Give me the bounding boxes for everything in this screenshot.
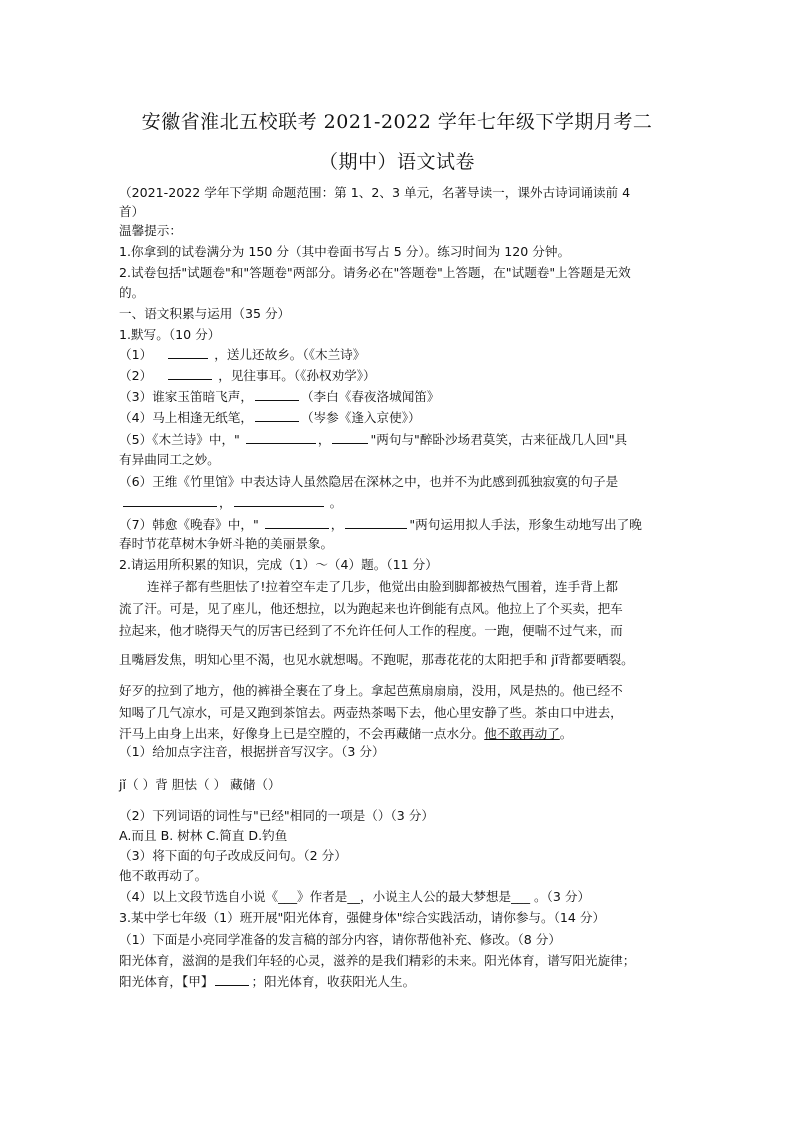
q1-item-5-comma: ， (317, 432, 331, 447)
tips-item-2-line1: 2.试卷包括"试题卷"和"答题卷"两部分。请务必在"答题卷"上答题，在"试题卷"上答题是无效 (119, 265, 631, 280)
exam-title-line1: 安徽省淮北五校联考 2021-2022 学年七年级下学期月考二 (141, 111, 653, 133)
q1-item-5-suffix: "两句与"醉卧沙场君莫笑，古来征战几人回"具 (370, 432, 628, 447)
q1-item-1-text: ，送儿还故乡。（《木兰诗》 (214, 347, 366, 362)
passage-line-7 (119, 724, 689, 744)
passage-line-7-text: 汗马上由身上出来，好像身上已是空膛的，不会再藏储一点水分。 (119, 726, 485, 741)
q3-heading: 3.某中学七年级（1）班开展"阳光体育，强健身体"综合实践活动，请你参与。（14 分） (119, 910, 606, 925)
q1-item-7-line1 (119, 515, 689, 535)
q3-sub-1: （1）下面是小亮同学准备的发言稿的部分内容，请你帮他补充、修改。（8 分） (119, 932, 561, 947)
q1-item-4-text: （4）马上相逢无纸笔， (119, 410, 253, 425)
passage-line-2: 流了汗。可是，见了座儿，他还想拉，以为跑起来也许倒能有点风。他拉上了个买卖，把车 (119, 601, 623, 616)
q2-sub-4: （4）以上文段节选自小说《___》作者是__，小说主人公的最大梦想是___ 。（3 分） (119, 889, 591, 904)
q1-item-7-line2: 春时节花草树木争妍斗艳的美丽景象。 (119, 536, 334, 551)
q1-item-2-number: （2） (119, 368, 153, 383)
q1-item-5-line1 (119, 430, 689, 450)
q1-item-6-line2 (119, 493, 689, 513)
q1-item-5-prefix: （5）《木兰诗》中，" (119, 432, 240, 447)
q1-item-2-text: ，见往事耳。（《孙权劝学》） (218, 368, 376, 383)
q2-pinyin-items: jǐ（ ）背 胆怯（ ） 藏储（） (119, 777, 281, 792)
q2-sub-2: （2）下列词语的词性与"已经"相同的一项是（）（3 分） (119, 808, 434, 823)
q1-item-6-comma: ， (219, 495, 232, 510)
q1-item-1-blank (168, 345, 208, 359)
q1-item-2-blank (168, 366, 212, 380)
q1-item-7-blank-2 (345, 515, 407, 529)
passage-line-7-end: 。 (559, 726, 573, 741)
q1-item-1-number: （1） (119, 347, 153, 362)
q3-speech-prefix: 阳光体育，【甲】 (119, 974, 214, 989)
q3-speech-blank (215, 972, 249, 986)
q1-item-7-comma: ， (330, 517, 344, 532)
q1-item-5-line2: 有异曲同工之妙。 (119, 452, 220, 467)
passage-line-1: 连祥子都有些胆怯了!拉着空车走了几步，他觉出由脸到脚都被热气围着，连手背上都 (147, 579, 619, 594)
q1-item-6-period: 。 (329, 495, 343, 510)
q2-options: A.而且 B. 树林 C.简直 D.钓鱼 (119, 828, 288, 843)
q2-heading: 2.请运用所积累的知识，完成（1）～（4）题。（11 分） (119, 557, 438, 572)
q3-speech-line2 (119, 972, 689, 992)
q2-sentence: 他不敢再动了。 (119, 868, 208, 883)
q1-item-2 (119, 366, 689, 386)
q1-item-5-blank-1 (246, 430, 316, 444)
q1-item-4-blank (255, 408, 299, 422)
q1-item-3-text: （3）谁家玉笛暗飞声， (119, 389, 253, 404)
q1-item-4-source: （岑参《逢入京使》） (300, 410, 421, 425)
section-1-heading: 一、语文积累与运用（35 分） (119, 306, 291, 321)
tips-item-1: 1.你拿到的试卷满分为 150 分（其中卷面书写占 5 分）。练习时间为 120 分钟。 (119, 244, 571, 259)
q1-item-6-blank-1 (123, 493, 217, 507)
q1-item-3-blank (255, 387, 299, 401)
q1-item-1 (119, 345, 689, 365)
q1-item-7-blank-1 (265, 515, 329, 529)
q1-item-3-source: （李白《春夜洛城闻笛》 (300, 389, 440, 404)
passage-line-6: 知喝了几气凉水，可是又跑到茶馆去。两壶热茶喝下去，他心里安静了些。茶由口中进去， (119, 705, 623, 720)
exam-title-line2: （期中）语文试卷 (318, 151, 475, 173)
q2-sub-1: （1）给加点字注音，根据拼音写汉字。（3 分） (119, 744, 385, 759)
passage-line-4: 且嘴唇发焦，明知心里不渴，也见水就想喝。不跑呢，那毒花花的太阳把手和 jǐ背都要晒裂。 (119, 652, 634, 667)
q1-item-3 (119, 387, 689, 407)
q1-item-6-blank-2 (234, 493, 324, 507)
q1-item-5-blank-2 (332, 430, 368, 444)
tips-heading: 温馨提示： (119, 223, 182, 238)
q3-speech-line1: 阳光体育，滋润的是我们年轻的心灵，滋养的是我们精彩的未来。阳光体育，谱写阳光旋律； (119, 953, 636, 968)
passage-line-5: 好歹的拉到了地方，他的裤褂全裹在了身上。拿起芭蕉扇扇扇，没用，风是热的。他已经不 (119, 683, 623, 698)
q1-item-6-line1: （6）王维《竹里馆》中表达诗人虽然隐居在深林之中，也并不为此感到孤独寂寞的句子是 (119, 474, 619, 489)
q1-item-4 (119, 408, 689, 428)
q2-sub-3: （3）将下面的句子改成反问句。（2 分） (119, 848, 347, 863)
q3-speech-suffix: ；阳光体育，收获阳光人生。 (251, 974, 416, 989)
tips-item-2-line2: 的。 (119, 285, 145, 300)
passage-line-3: 拉起来，他才晓得天气的厉害已经到了不允许任何人工作的程度。一跑，便喘不过气来，而 (119, 623, 623, 638)
q1-heading: 1.默写。（10 分） (119, 327, 221, 342)
scope-line2: 首） (119, 204, 145, 219)
q1-item-7-suffix: "两句运用拟人手法，形象生动地写出了晚 (409, 517, 642, 532)
scope-line1: （2021-2022 学年下学期 命题范围：第 1、2、3 单元，名著导读一，课外古诗词诵读前 4 (119, 185, 631, 200)
underlined-sentence: 他不敢再动了 (484, 726, 560, 741)
q1-item-7-prefix: （7）韩愈《晚春》中，" (119, 517, 259, 532)
